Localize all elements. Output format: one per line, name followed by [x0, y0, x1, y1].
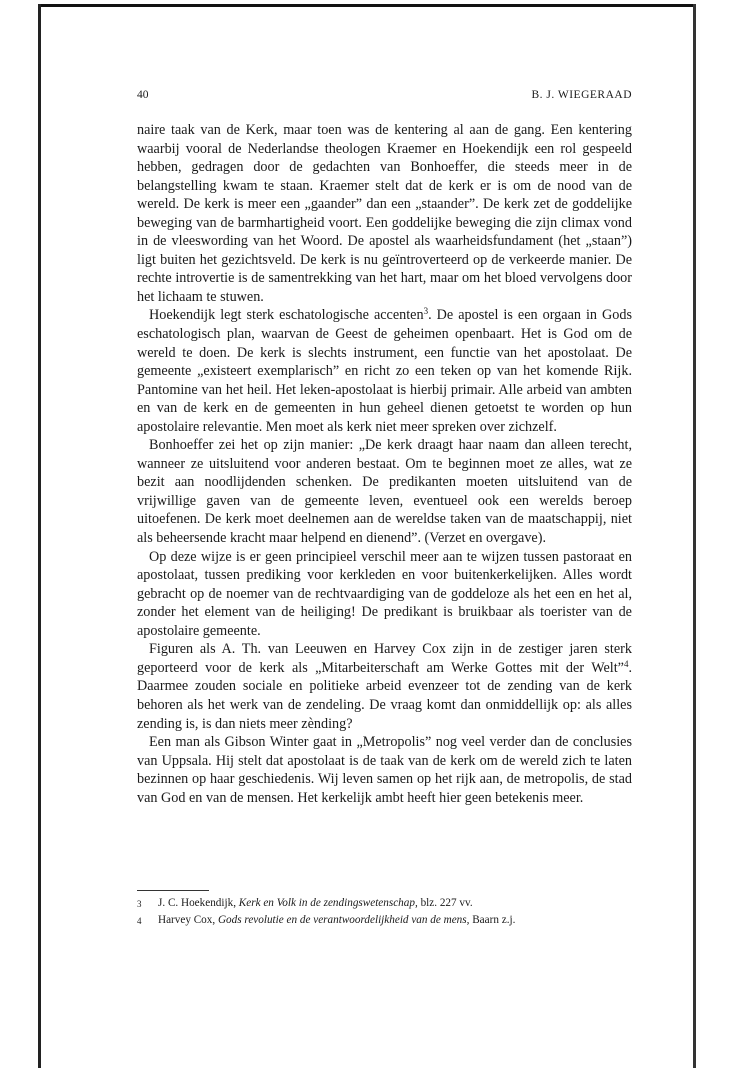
text-run: blz. 227 vv. — [417, 897, 473, 909]
footnote-text — [158, 895, 632, 912]
scan-border-right — [693, 4, 696, 1068]
paragraph — [137, 306, 632, 436]
paragraph — [137, 548, 632, 641]
text-run: Bonhoeffer zei het op zijn manier: „De kerk draagt haar naam dan alleen terecht, wanneer ze uitsluitend voor anderen bestaat. Om te beginnen moet ze alles, wat ze bezit aan noodlijdenden schenken. De predikanten moeten uitsluitend van de vrijwillige gaven van de gemeente leven, eventueel ook een werelds beroep uitoefenen. De kerk moet deelnemen aan de wereldse taken van de maatschappij, niet als beheersende kracht maar helpend en dienend”. (Verzet en overgave). — [137, 437, 632, 547]
text-run: Figuren als A. Th. van Leeuwen en Harvey Cox zijn in de zestiger jaren sterk geporteerd voor de kerk als „Mitarbeiterschaft am Werke Gottes mit der Welt” — [137, 641, 632, 676]
paragraph — [137, 121, 632, 306]
footnote-reference: 4 — [623, 658, 629, 669]
text-run: J. C. Hoekendijk, — [158, 897, 239, 909]
paragraph — [137, 436, 632, 547]
footnote — [137, 912, 632, 929]
text-run: Baarn z.j. — [469, 914, 516, 926]
running-title: B. J. WIEGERAAD — [531, 89, 632, 101]
text-run: . Daarmee zouden sociale en politieke arbeid evenzeer tot de zending van de kerk behoren als het werk van de zendeling. De vraag komt dan onmiddellijk op: als alles zending is, is dan niets meer zènding? — [137, 659, 632, 732]
scan-border-left — [38, 4, 41, 1068]
italic-title: Kerk en Volk in de zendingswetenschap, — [238, 897, 418, 909]
scan-border-top — [38, 4, 696, 7]
text-run: . De apostel is een orgaan in Gods eschatologisch plan, waarvan de Geest de geheimen openbaart. Het is God om de wereld te doen. De kerk is slechts instrument, een functie van het apostolaat. De gemeente „existeert exemplarisch” en richt zo een teken op van het komende Rijk. Pantomine van het heil. Het leken-apostolaat is hierbij primair. Alle arbeid van ambten en van de kerk en de gemeenten in hun geheel dienen getoetst te worden op hun apostolaire relevantie. Men moet als kerk niet meer spreken over zichzelf. — [137, 307, 632, 435]
footnote-reference: 3 — [423, 306, 429, 317]
page-header — [137, 89, 632, 105]
text-run: Een man als Gibson Winter gaat in „Metropolis” nog veel verder dan de conclusies van Uppsala. Hij stelt dat apostolaat is de taak van de kerk om de wereld zich te laten bezinnen op haar geschiedenis. Wij leven samen op het rijk aan, de metropolis, de stad van God en van de mensen. Het kerkelijk ambt heeft hier geen betekenis meer. — [137, 734, 632, 806]
text-run: Op deze wijze is er geen principieel verschil meer aan te wijzen tussen pastoraat en apostolaat, tussen prediking voor kerkleden en voor buitenkerkelijken. Alles wordt gebracht op de noemer van de rechtvaardiging van de goddeloze als het een en het al, zonder het element van de heiliging! De predikant is bruikbaar als toerister van de apostolaire gemeente. — [137, 548, 632, 639]
text-run: Hoekendijk legt sterk eschatologische accenten — [149, 307, 424, 324]
text-run: naire taak van de Kerk, maar toen was de kentering al aan de gang. Een kentering waarbij vooral de Nederlandse theologen Kraemer en Hoekendijk een rol gespeeld hebben, gedragen door de gedachten van Bonhoeffer, die steeds meer in de belangstelling kwam te staan. Kraemer stelt dat de kerk er is om de nood van de wereld. De kerk is meer een „gaander” dan een „staander”. De kerk zet de goddelijke beweging van de barmhartigheid voort. Een goddelijke beweging die zijn climax vond in de vleeswording van het Woord. De apostel als waarheidsfundament (het „staan”) ligt buiten het gezichtsveld. De kerk is nu geïntroverteerd op de verkeerde manier. De rechte introvertie is de samentrekking van het hart, maar om het bloed vervolgens door het lichaam te stuwen. — [137, 122, 632, 305]
footnote-text — [158, 912, 632, 929]
body-text — [137, 121, 632, 807]
paragraph — [137, 640, 632, 733]
page-number: 40 — [137, 89, 149, 101]
footnote-rule — [137, 890, 209, 891]
footnote-mark: 3 — [137, 899, 142, 909]
footnotes — [137, 895, 632, 929]
footnote-mark: 4 — [137, 916, 142, 926]
italic-title: Gods revolutie en de verantwoordelijkheid van de mens, — [217, 914, 470, 926]
text-run: Harvey Cox, — [158, 914, 218, 926]
paragraph — [137, 733, 632, 807]
footnote — [137, 895, 632, 912]
